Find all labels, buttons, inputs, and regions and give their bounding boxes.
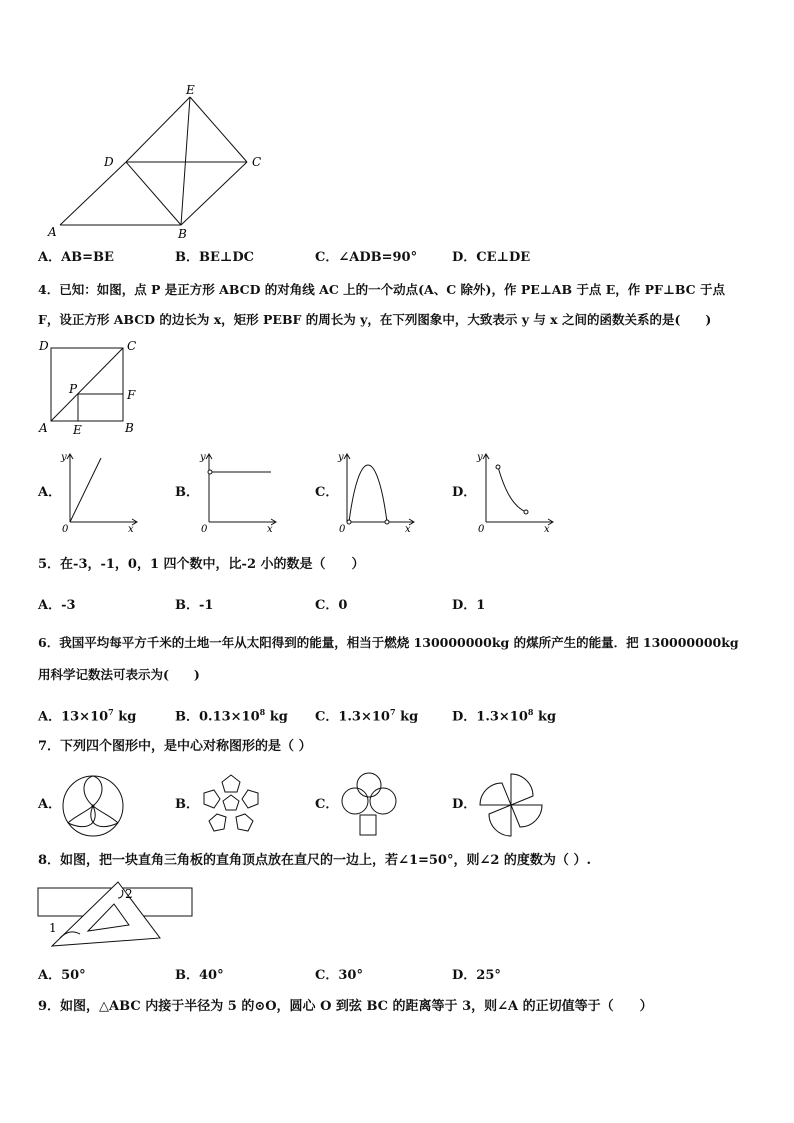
q8-question: 8．如图，把一块直角三角板的直角顶点放在直尺的一边上，若∠1=50°，则∠2 的度数为（ ）. [38, 853, 591, 868]
q6-question-line1: 6．我国平均每平方千米的土地一年从太阳得到的能量，相当于燃烧 130000000kg 的煤所产生的能量．把 130000000kg [38, 635, 739, 650]
q3-label-c: C [252, 155, 262, 169]
q4-graph-c-y-label: y [338, 452, 344, 463]
q3-option-a: A．AB=BE [38, 250, 114, 265]
q6-option-d-label: D． [452, 709, 477, 725]
q7-option-d-label: D． [452, 797, 477, 812]
q5-option-b: B．-1 [175, 598, 214, 613]
q4-graph-a-x-label: x [128, 524, 134, 535]
q3-option-c: C．∠ADB=90° [315, 250, 418, 265]
q6-option-c-label: C． [315, 709, 339, 725]
q3-label-e: E [186, 83, 195, 97]
q7-option-a-label: A． [38, 797, 62, 812]
q4-option-d-label: D． [452, 485, 477, 500]
q4-question-line2: F，设正方形 ABCD 的边长为 x，矩形 PEBF 的周长为 y，在下列图象中，大致表示 y 与 x 之间的函数关系的是( ) [38, 312, 712, 327]
q7-option-c-label: C． [315, 797, 339, 812]
q4-graph-a-origin: 0 [62, 524, 69, 535]
q4-graph-c-x-label: x [405, 524, 411, 535]
q8-option-a: A．50° [38, 968, 86, 983]
q4-label-p: P [69, 382, 78, 396]
q9-question: 9．如图，△ABC 内接于半径为 5 的⊙O，圆心 O 到弦 BC 的距离等于 3，则∠A 的正切值等于（ ） [38, 999, 653, 1014]
q4-graph-d [474, 450, 559, 535]
q7-figure-c [336, 771, 402, 839]
q6-option-b-unit: kg [265, 709, 288, 725]
q4-label-f: F [127, 388, 136, 402]
q4-label-a: A [39, 421, 48, 435]
q6-option-c-unit: kg [395, 709, 419, 725]
q4-graph-c-origin: 0 [339, 524, 346, 535]
q4-question-line1: 4．已知：如图，点 P 是正方形 ABCD 的对角线 AC 上的一个动点(A、C 除外)，作 PE⊥AB 于点 E，作 PF⊥BC 于点 [38, 282, 725, 297]
q8-ruler-triangle-figure [36, 880, 196, 950]
q4-option-b-label: B． [175, 485, 199, 500]
q5-option-d: D．1 [452, 598, 486, 613]
q4-square-figure [36, 338, 146, 438]
q8-angle-1-label: 1 [49, 921, 57, 935]
q3-option-b: B．BE⊥DC [175, 250, 254, 265]
q3-label-a: A [48, 225, 57, 239]
q6-option-d [452, 703, 556, 726]
q4-graph-d-x-label: x [544, 524, 550, 535]
q4-graph-a-y-label: y [61, 452, 67, 463]
q4-option-a-label: A． [38, 485, 62, 500]
q6-option-d-unit: kg [533, 709, 557, 725]
q7-figure-b [198, 771, 264, 837]
q6-option-c-base: 1.3×10 [338, 709, 390, 725]
q5-option-a: A．-3 [38, 598, 76, 613]
q5-option-c: C．0 [315, 598, 348, 613]
q6-option-b-label: B． [175, 709, 199, 725]
q6-option-a-base: 13×10 [61, 709, 109, 725]
q7-figure-d [474, 771, 544, 839]
q4-graph-d-y-label: y [477, 452, 483, 463]
q7-option-b-label: B． [175, 797, 199, 812]
q7-question: 7．下列四个图形中，是中心对称图形的是（ ） [38, 739, 312, 754]
q4-option-c-label: C． [315, 485, 339, 500]
q4-graph-b-y-label: y [200, 452, 206, 463]
q4-label-c: C [127, 339, 137, 353]
q3-label-d: D [104, 155, 114, 169]
q6-option-a-exp: 7 [108, 707, 114, 717]
q4-label-b: B [125, 421, 134, 435]
q8-option-b: B．40° [175, 968, 224, 983]
q7-figure-a [60, 773, 126, 839]
q3-option-d: D．CE⊥DE [452, 250, 531, 265]
q6-option-c-exp: 7 [389, 707, 396, 717]
q6-option-d-exp: 8 [527, 707, 534, 717]
q3-label-b: B [178, 227, 187, 241]
q4-graph-b [197, 450, 282, 535]
q6-option-a-label: A． [38, 709, 62, 725]
q4-graph-a [58, 450, 143, 535]
q5-question: 5．在-3，-1，0，1 四个数中，比-2 小的数是（ ） [38, 557, 365, 572]
q8-angle-2-label: 2 [125, 887, 133, 901]
q6-option-b-base: 0.13×10 [199, 709, 260, 725]
q6-option-a-unit: kg [113, 709, 137, 725]
q8-option-c: C．30° [315, 968, 363, 983]
q4-graph-c [335, 450, 420, 535]
q8-option-d: D．25° [452, 968, 501, 983]
q6-option-c [315, 703, 418, 726]
q6-option-d-base: 1.3×10 [476, 709, 528, 725]
q6-option-b-exp: 8 [259, 707, 266, 717]
q6-question-line2: 用科学记数法可表示为( ) [38, 667, 200, 682]
q4-label-e: E [73, 423, 82, 437]
q4-graph-d-origin: 0 [478, 524, 485, 535]
q3-figure [40, 80, 280, 240]
q4-label-d: D [39, 339, 49, 353]
q4-graph-b-x-label: x [267, 524, 273, 535]
q6-option-b [175, 703, 288, 726]
q6-option-a [38, 703, 136, 726]
q4-graph-b-origin: 0 [201, 524, 208, 535]
